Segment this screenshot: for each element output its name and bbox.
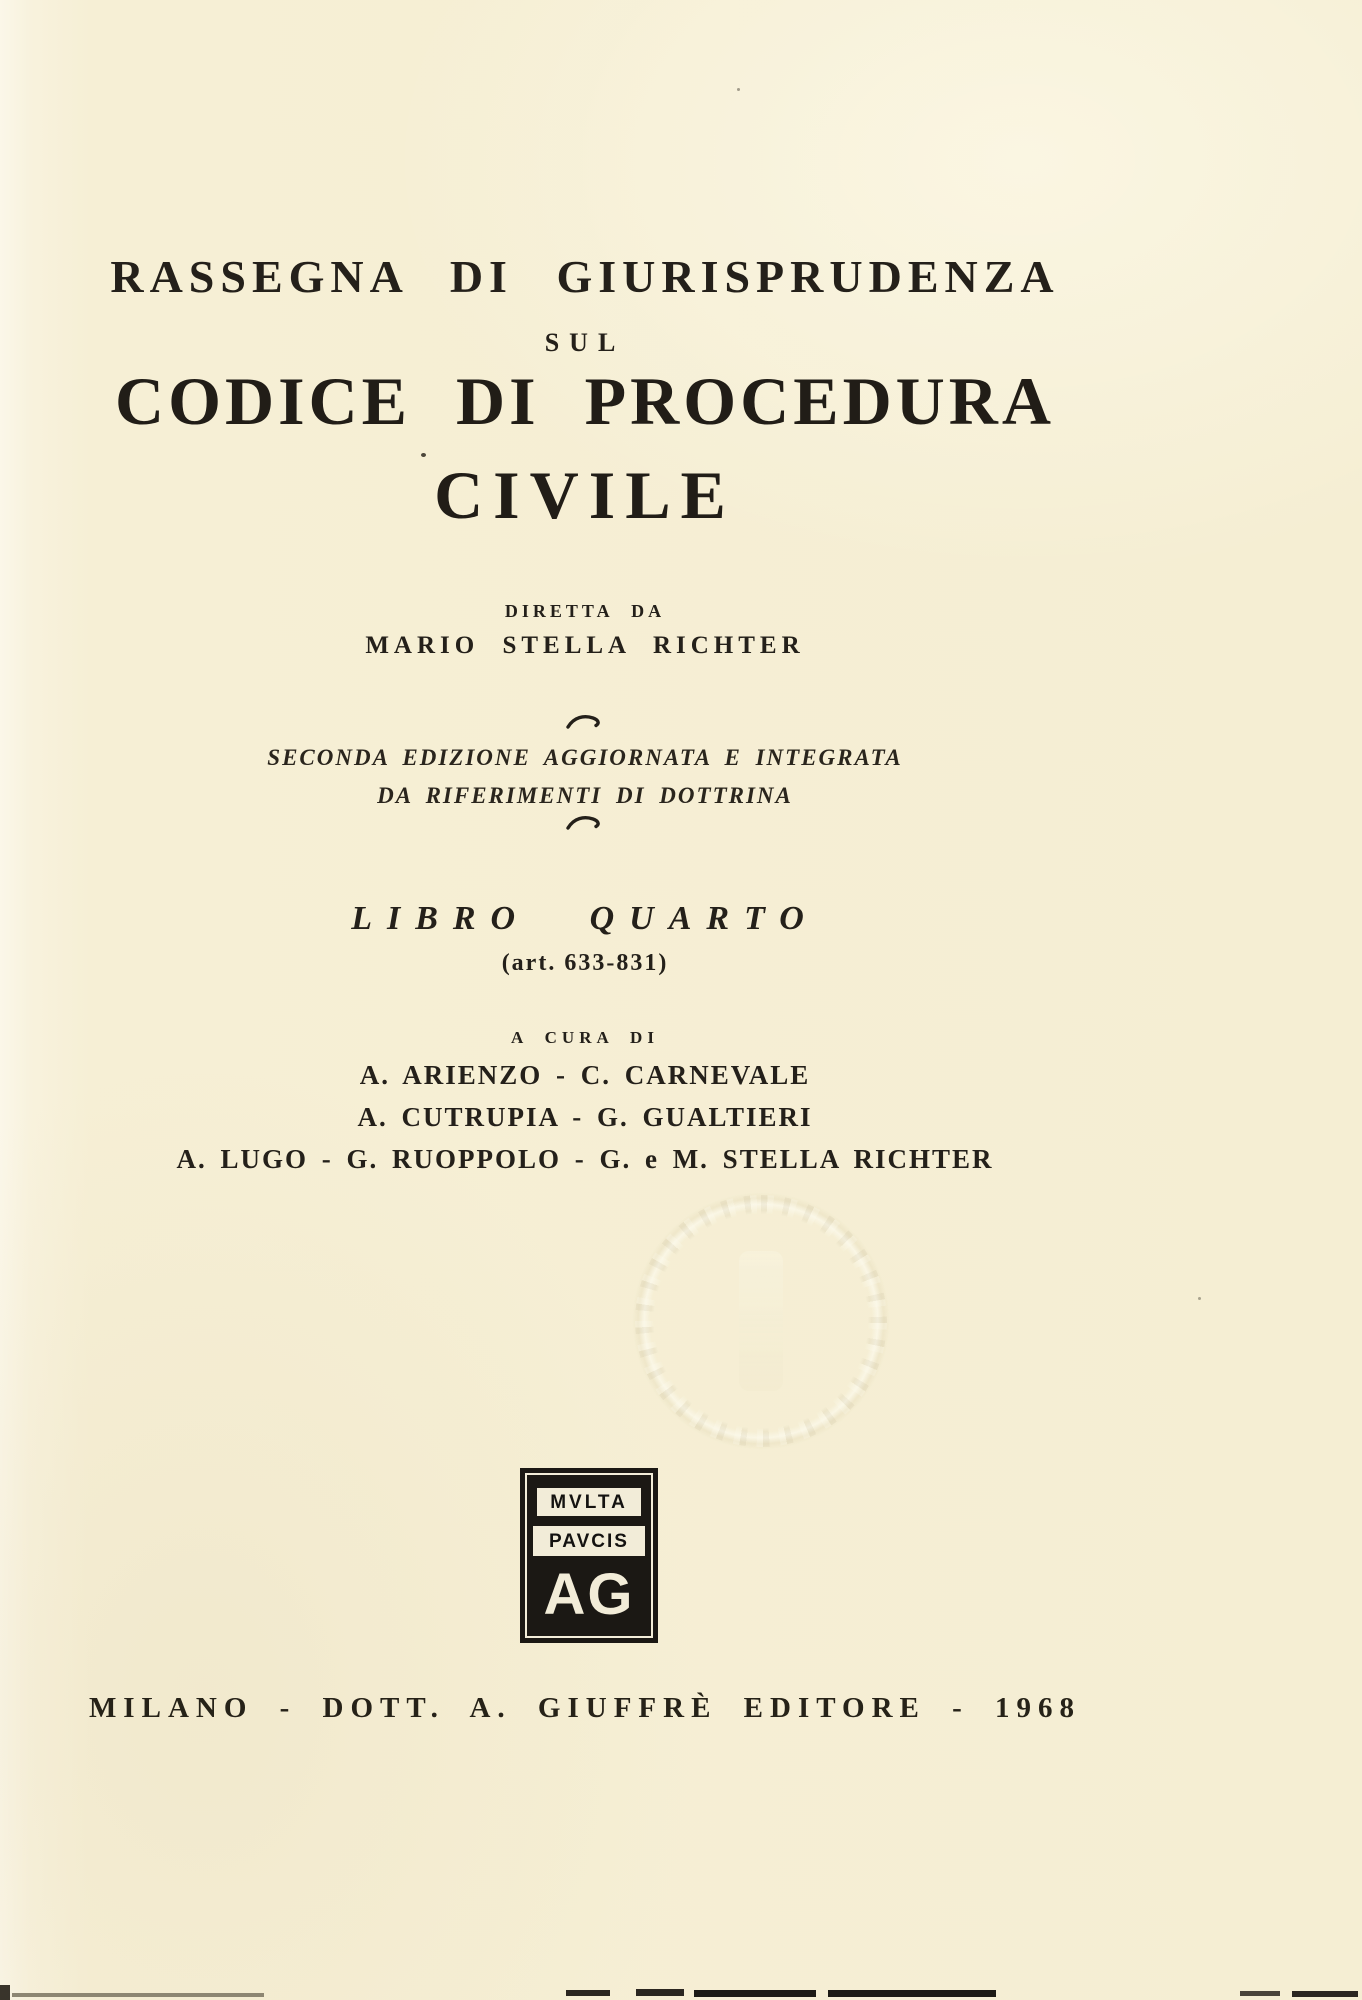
ink-speck [1198,1297,1201,1300]
series-title: RASSEGNA DI GIURISPRUDENZA [110,251,1060,302]
main-title-line2: CIVILE [434,457,736,533]
swash-dash-ornament [0,713,1170,731]
ink-speck [737,88,740,91]
scan-edge-artifact [0,1985,10,2000]
volume-title: LIBRO QUARTO [351,900,819,937]
swash-dash-ornament [0,814,1170,832]
scan-edge-artifact [1240,1991,1280,1996]
logo-monogram: AG [543,1562,635,1627]
scan-edge-artifact [1292,1991,1358,1997]
volume-articles-range: (art. 633-831) [501,950,669,976]
curators-line: A. ARIENZO - C. CARNEVALE [359,1060,811,1090]
publisher-logo-giuffre [520,1468,658,1643]
scan-edge-artifact [636,1989,684,1996]
main-title-line1: CODICE DI PROCEDURA [114,363,1056,439]
curators-label: A CURA DI [511,1028,659,1047]
ink-speck [421,453,426,457]
imprint-line: MILANO - DOTT. A. GIUFFRÈ EDITORE - 1968 [88,1692,1082,1724]
curators-line: A. LUGO - G. RUOPPOLO - G. e M. STELLA RICHTER [176,1144,994,1174]
scan-edge-artifact [828,1990,996,1997]
scan-edge-artifact [12,1993,264,1997]
embossed-library-seal [621,1181,901,1461]
edition-note-line1: SECONDA EDIZIONE AGGIORNATA E INTEGRATA [267,745,903,770]
swash-dash-icon [565,713,605,731]
directed-by-label: DIRETTA DA [504,601,666,621]
swash-dash-icon [565,814,605,832]
scan-edge-artifact [694,1990,816,1997]
logo-motto-word2: PAVCIS [533,1526,645,1556]
logo-motto-word1: MVLTA [537,1488,641,1516]
curators-line: A. CUTRUPIA - G. GUALTIERI [357,1102,813,1132]
director-name: MARIO STELLA RICHTER [365,632,805,659]
series-connector: SUL [544,328,626,357]
edition-note-line2: DA RIFERIMENTI DI DOTTRINA [377,783,793,808]
scan-edge-artifact [566,1990,610,1996]
